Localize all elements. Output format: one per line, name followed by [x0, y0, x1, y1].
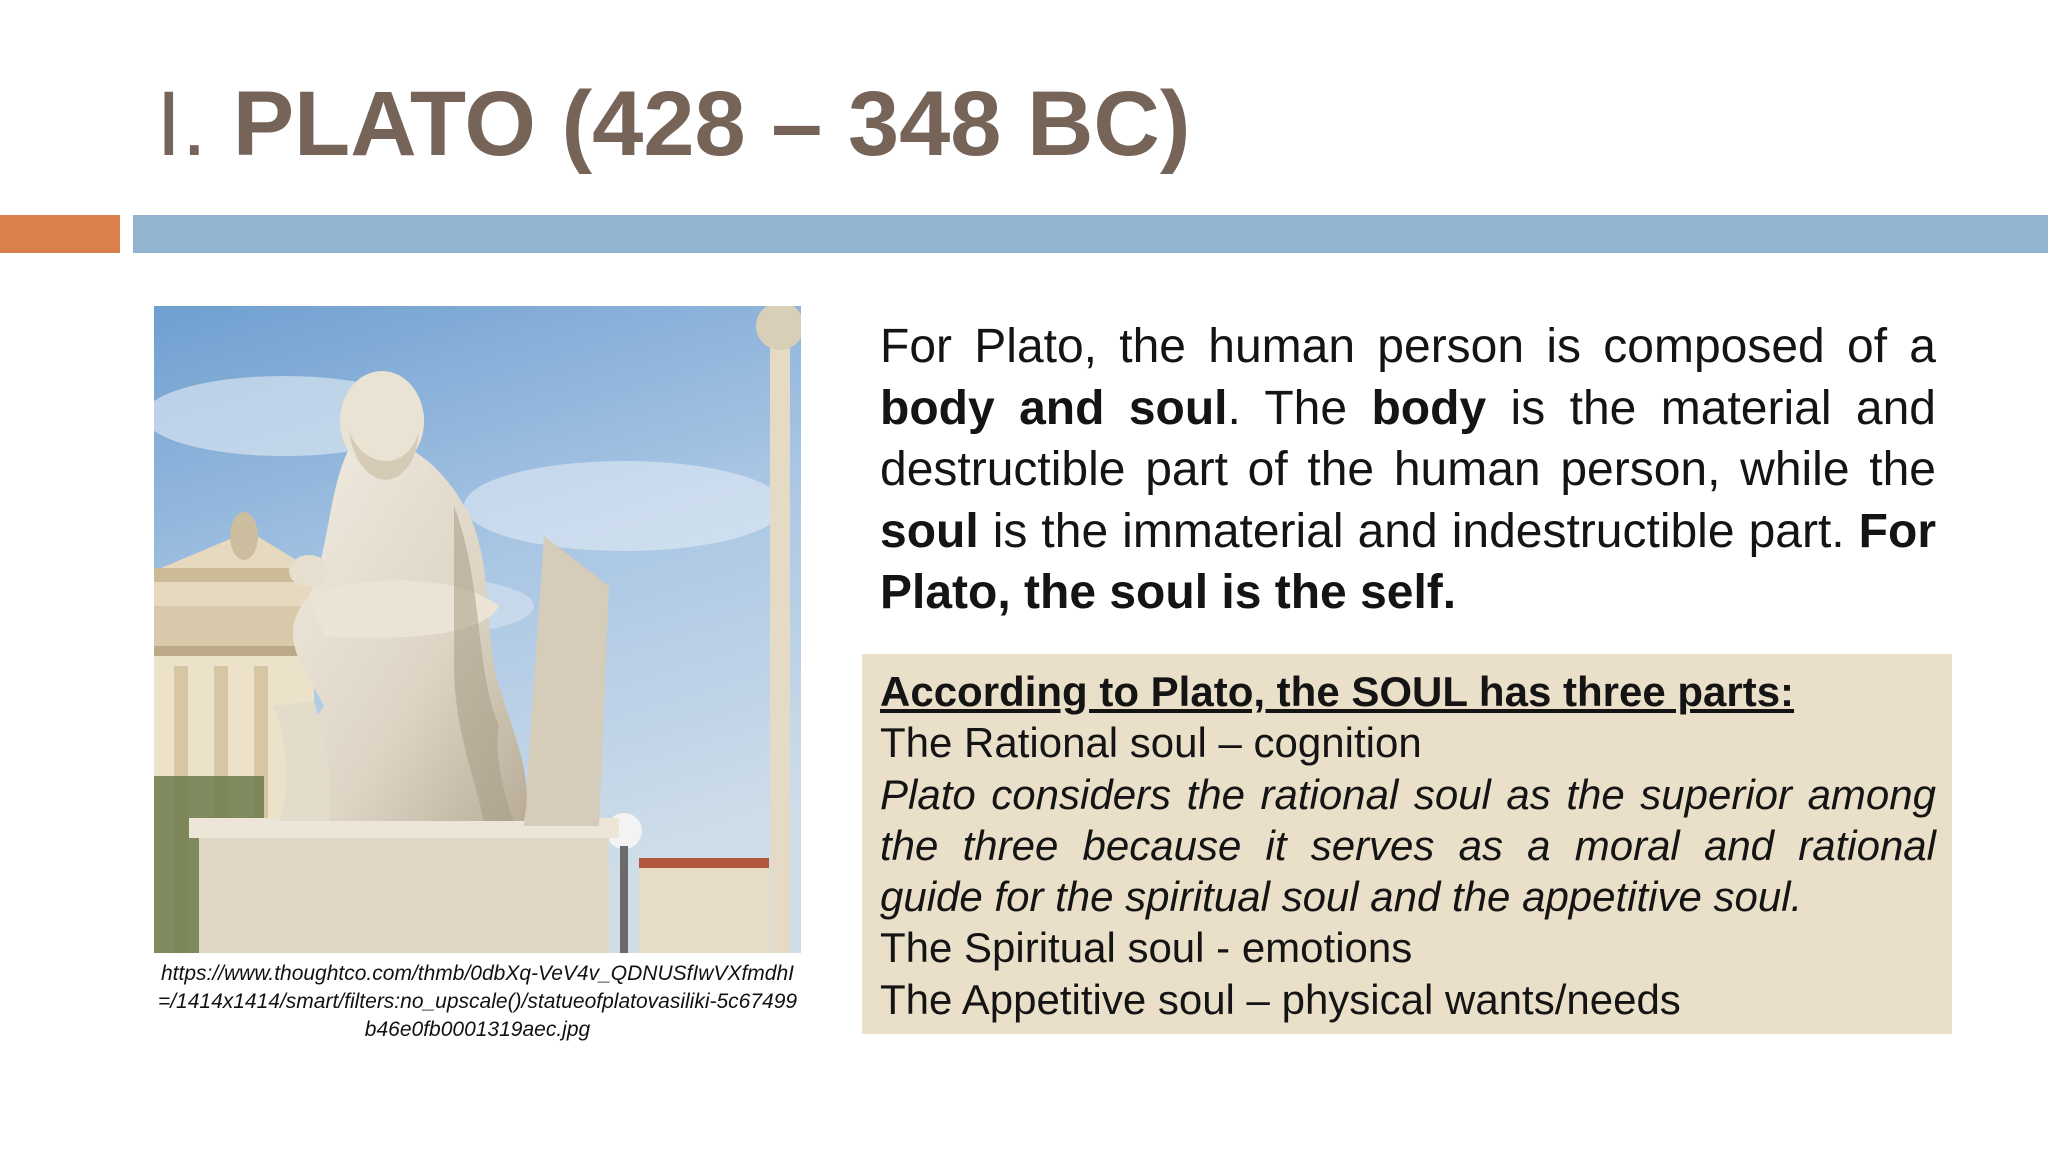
title-number: I.	[156, 73, 208, 175]
spiritual-soul-item: The Spiritual soul - emotions	[880, 924, 1413, 972]
intro-bold-body-and-soul: body and soul	[880, 381, 1228, 435]
intro-text-2: . The	[1227, 381, 1372, 435]
image-source-caption: https://www.thoughtco.com/thmb/0dbXq-VeV4v_QDNUSfIwVXfmdhI=/1414x1414/smart/filters:no_upscale()/statueofplatovasiliki-5c67499b46e0fb0001319aec.jpg	[157, 962, 798, 1041]
intro-text-1: For Plato, the human person is composed of a	[880, 320, 1936, 373]
intro-text-4: is the immaterial and indestructible part.	[978, 504, 1859, 558]
appetitive-soul-item: The Appetitive soul – physical wants/needs	[880, 975, 1681, 1023]
rational-soul-item: The Rational soul – cognition	[880, 719, 1422, 767]
intro-text-3: is the material and destructible part of the human person, while the	[880, 381, 1936, 496]
accent-bar	[0, 215, 120, 253]
plato-statue-image	[154, 306, 801, 953]
intro-paragraph	[880, 316, 1936, 624]
title-main: PLATO (428 – 348 BC)	[232, 73, 1191, 175]
intro-bold-conclusion: For Plato, the soul is the self.	[880, 504, 1936, 619]
intro-bold-body: body	[1371, 381, 1487, 435]
soul-parts-box	[862, 654, 1952, 1034]
title-rule	[133, 215, 2048, 253]
rational-soul-note: Plato considers the rational soul as the superior among the three because it serves as a moral and rational guide for the spiritual soul and the appetitive soul.	[880, 770, 1936, 921]
soul-parts-heading: According to Plato, the SOUL has three parts:	[880, 668, 1795, 715]
slide-title	[156, 62, 1191, 186]
intro-bold-soul: soul	[880, 504, 979, 558]
